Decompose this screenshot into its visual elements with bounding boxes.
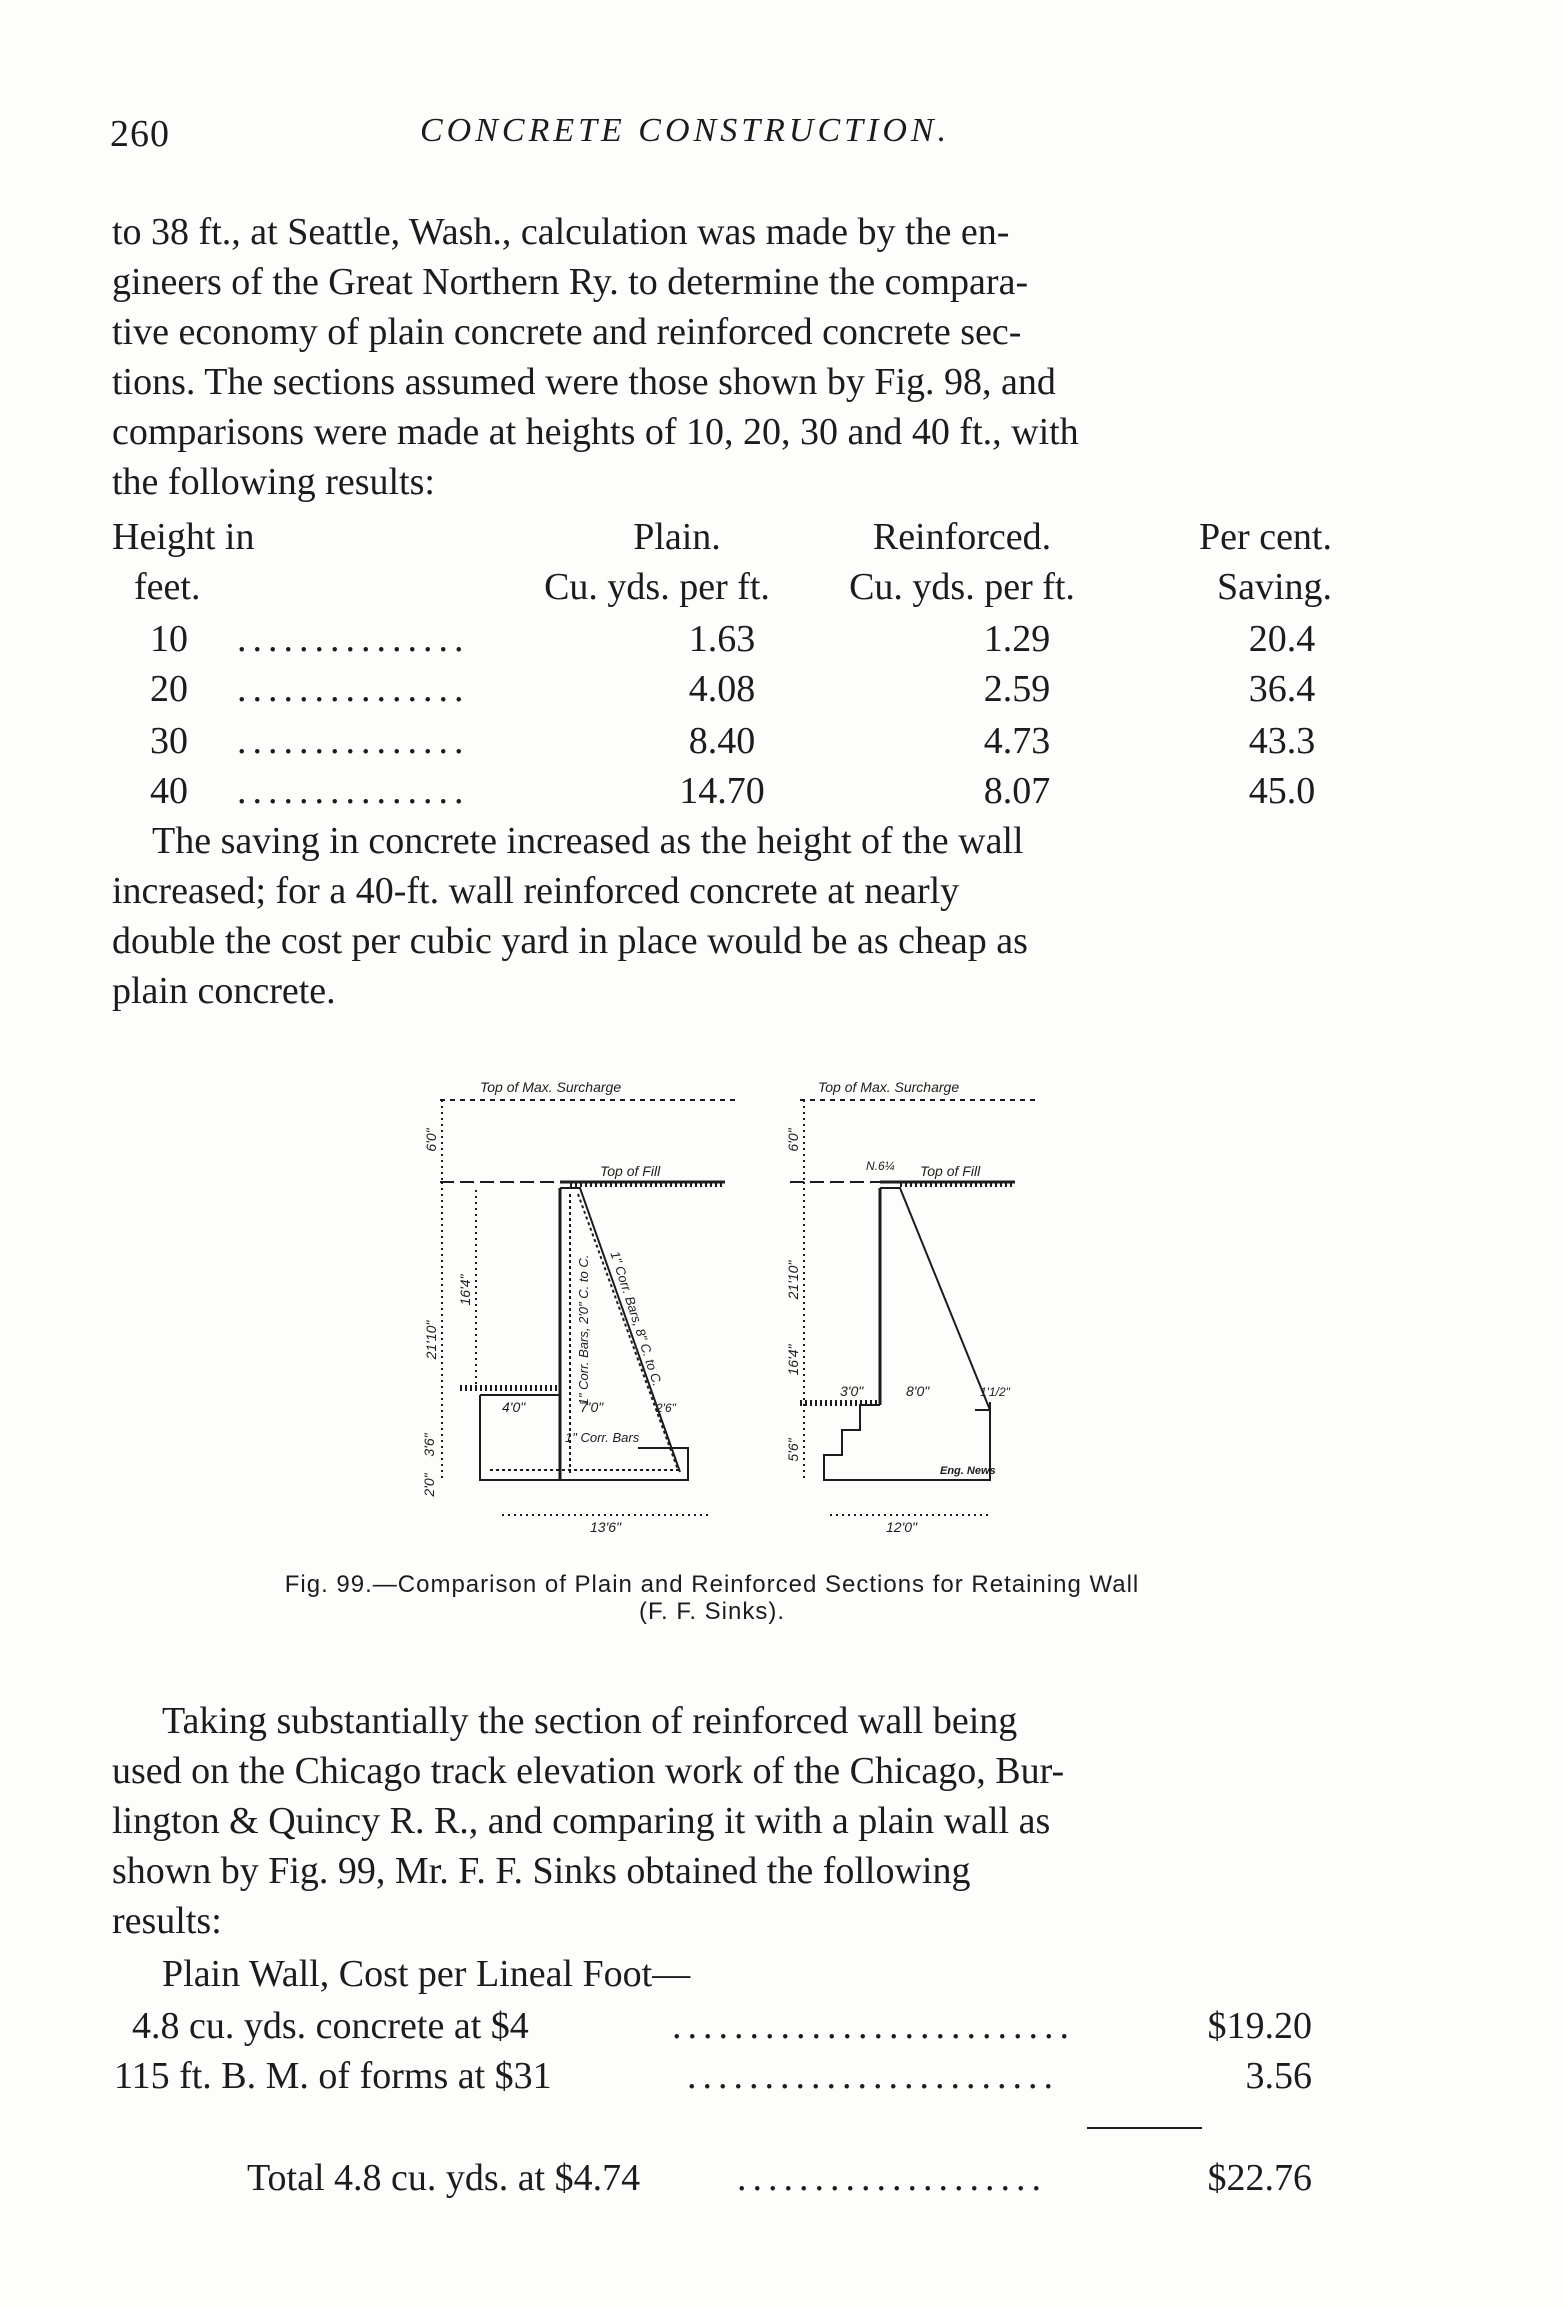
sum-rule (1087, 2127, 1202, 2129)
text-line: gineers of the Great Northern Ry. to determine the compara- (112, 261, 1029, 303)
col-header-plain: Plain. (633, 516, 721, 558)
diagonal-bars (578, 1194, 678, 1470)
cell-reinforced: 4.73 (983, 720, 1051, 762)
label-dim-mid: 8'0" (906, 1383, 930, 1399)
cell-reinforced: 8.07 (983, 770, 1051, 812)
text-line: the following results: (112, 461, 435, 503)
text-line: comparisons were made at heights of 10, 20, 30 and 40 ft., with (112, 411, 1079, 453)
label-dim-heel: 7'0" (580, 1399, 604, 1415)
table-row (112, 766, 1316, 816)
label-dim-upper: 16'4" (785, 1344, 801, 1376)
leader-dots: ............... (237, 668, 470, 710)
label-batter: N.6¼ (866, 1159, 895, 1173)
cell-reinforced: 1.29 (983, 618, 1051, 660)
cost-heading-text: Plain Wall, Cost per Lineal Foot— (162, 1953, 691, 1995)
cost-item-label: 4.8 cu. yds. concrete at $4 (132, 2005, 529, 2047)
cell-saving: 43.3 (1248, 720, 1316, 762)
table-row (112, 716, 1316, 766)
label-dim-base2: 2'0" (421, 1473, 437, 1497)
text-line: tions. The sections assumed were those shown by Fig. 98, and (112, 361, 1056, 403)
text-line: tive economy of plain concrete and reinforced concrete sec- (112, 311, 1022, 353)
caption-line: (F. F. Sinks). (638, 1598, 785, 1625)
plain-section (790, 1100, 1040, 1515)
text-line: results: (112, 1900, 222, 1942)
table-header-row (112, 562, 1332, 612)
table-row (112, 664, 1316, 714)
running-title: CONCRETE CONSTRUCTION. (420, 112, 951, 149)
cost-total-amount: $22.76 (1207, 2157, 1312, 2199)
label-fill: Top of Fill (600, 1163, 661, 1179)
label-dim-surcharge: 6'0" (423, 1128, 439, 1152)
paragraph-intro (112, 207, 1302, 507)
cost-item-amount: 3.56 (1245, 2055, 1312, 2097)
col-subheader-height: feet. (134, 566, 201, 608)
cell-plain: 4.08 (688, 668, 756, 710)
col-header-height: Height in (112, 516, 255, 558)
text-line: double the cost per cubic yard in place would be as cheap as (112, 920, 1028, 962)
cell-saving: 36.4 (1248, 668, 1316, 710)
table-row (112, 614, 1316, 664)
leader-dots: ........................ (687, 2055, 1059, 2097)
cell-plain: 8.40 (688, 720, 756, 762)
page-number: 260 (110, 113, 170, 155)
leader-dots: ............... (237, 720, 470, 762)
leader-dots: ............... (237, 618, 470, 660)
text-line: lington & Quincy R. R., and comparing it with a plain wall as (112, 1800, 1051, 1842)
label-credit: Eng. News (940, 1465, 996, 1477)
cost-item (112, 2000, 1312, 2052)
leader-dots: ............... (237, 770, 470, 812)
cost-total-label: Total 4.8 cu. yds. at $4.74 (247, 2157, 641, 2199)
text-line: to 38 ft., at Seattle, Wash., calculation was made by the en- (112, 211, 1010, 253)
cell-height: 20 (150, 668, 188, 710)
cell-saving: 45.0 (1248, 770, 1316, 812)
label-dim-width: 13'6" (590, 1519, 622, 1535)
table-header-row (112, 512, 1332, 562)
page-header (110, 112, 1310, 172)
cell-height: 40 (150, 770, 188, 812)
cell-height: 10 (150, 618, 188, 660)
paragraph-sinks (112, 1696, 1302, 1946)
text-line: shown by Fig. 99, Mr. F. F. Sinks obtained the following (112, 1850, 971, 1892)
cell-plain: 14.70 (679, 770, 765, 812)
cost-item-amount: $19.20 (1207, 2005, 1312, 2047)
label-dim-base: 5'6" (785, 1438, 801, 1462)
label-dim-upper: 16'4" (457, 1274, 473, 1306)
reinforced-labels (421, 1079, 677, 1535)
cell-height: 30 (150, 720, 188, 762)
cell-saving: 20.4 (1248, 618, 1316, 660)
label-bars-base: 1" Corr. Bars (565, 1430, 640, 1445)
label-dim-small: 1'1/2" (980, 1385, 1010, 1399)
paragraph-saving (112, 816, 1302, 1016)
cost-heading (112, 1948, 1312, 2000)
col-subheader-saving: Saving. (1216, 566, 1332, 608)
cost-total (112, 2152, 1312, 2204)
cell-reinforced: 2.59 (983, 668, 1051, 710)
cost-item (112, 2050, 1312, 2102)
label-dim-step: 3'0" (840, 1383, 864, 1399)
text-line: The saving in concrete increased as the height of the wall (152, 820, 1024, 862)
text-line: used on the Chicago track elevation work of the Chicago, Bur- (112, 1750, 1065, 1792)
col-header-reinforced: Reinforced. (872, 516, 1052, 558)
leader-dots: .................... (737, 2157, 1047, 2199)
label-bars-vertical: 1" Corr. Bars, 2'0" C. to C. (576, 1254, 591, 1406)
back-face (880, 1188, 990, 1410)
label-surcharge: Top of Max. Surcharge (480, 1079, 622, 1095)
plain-labels (785, 1079, 1011, 1535)
leader-dots: .......................... (672, 2005, 1075, 2047)
col-subheader-reinforced: Cu. yds. per ft. (849, 566, 1075, 608)
text-line: plain concrete. (112, 970, 336, 1012)
label-dim-surcharge: 6'0" (785, 1128, 801, 1152)
figure-caption (112, 1571, 1312, 1625)
label-fill: Top of Fill (920, 1163, 981, 1179)
text-line: Taking substantially the section of reinforced wall being (162, 1700, 1018, 1742)
caption-line: Fig. 99.—Comparison of Plain and Reinforced Sections for Retaining Wall (284, 1571, 1140, 1598)
cost-item-label: 115 ft. B. M. of forms at $31 (114, 2055, 552, 2097)
label-surcharge: Top of Max. Surcharge (818, 1079, 960, 1095)
col-subheader-plain: Cu. yds. per ft. (544, 566, 770, 608)
label-dim-toe: 4'0" (502, 1399, 526, 1415)
label-dim-width: 12'0" (886, 1519, 918, 1535)
cell-plain: 1.63 (688, 618, 756, 660)
label-dim-base1: 3'6" (421, 1433, 437, 1457)
figure-99-wall-sections (420, 1070, 1060, 1540)
label-dim-total: 21'10" (785, 1260, 801, 1300)
label-bars-diagonal: 1" Corr. Bars, 8" C. to C. (607, 1249, 666, 1388)
label-dim-total: 21'10" (423, 1320, 439, 1360)
col-header-saving: Per cent. (1199, 516, 1332, 558)
label-dim-heel2: 2'6" (656, 1401, 676, 1415)
text-line: increased; for a 40-ft. wall reinforced concrete at nearly (112, 870, 960, 912)
